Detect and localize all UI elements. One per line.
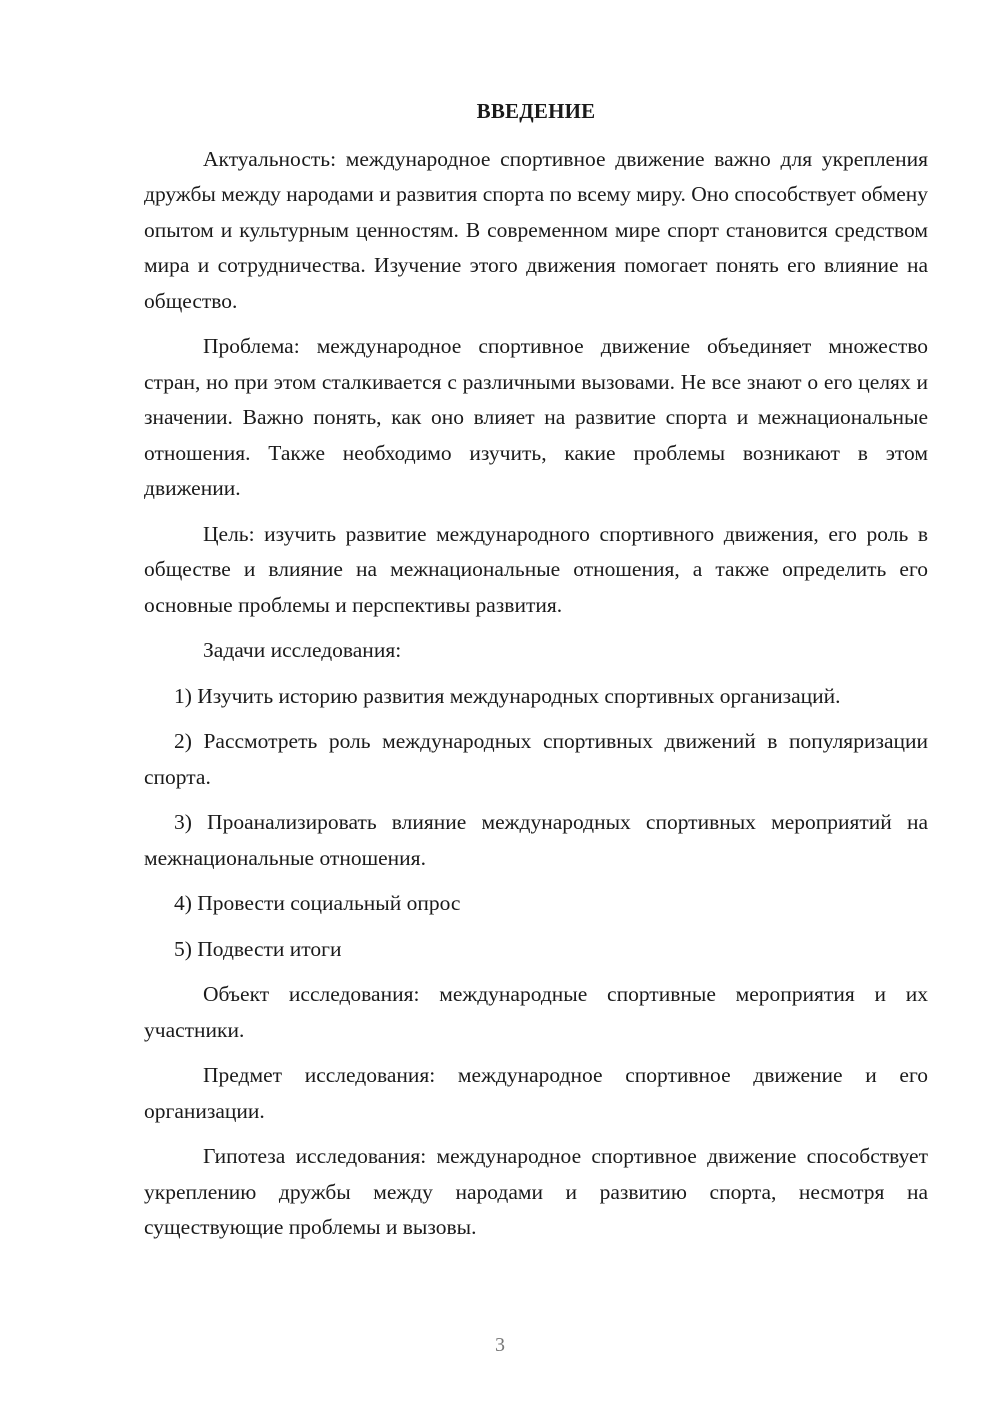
task-item: 3) Проанализировать влияние международных спортивных мероприятий на межнациональные отношения. xyxy=(144,810,928,870)
relevance-paragraph: Актуальность: международное спортивное движение важно для укрепления дружбы между народами и развития спорта по всему миру. Оно способствует обмену опытом и культурным ценностям. В современном мире спорт становится средством мира и сотрудничества. Изучение этого движения помогает понять его влияние на общество. xyxy=(144,146,928,313)
page-content xyxy=(144,94,928,1256)
task-item: 2) Рассмотреть роль международных спортивных движений в популяризации спорта. xyxy=(144,729,928,789)
subject-paragraph: Предмет исследования: международное спортивное движение и его организации. xyxy=(144,1063,928,1123)
task-item: 5) Подвести итоги xyxy=(174,936,342,961)
object-paragraph: Объект исследования: международные спортивные мероприятия и их участники. xyxy=(144,982,928,1042)
problem-paragraph: Проблема: международное спортивное движение объединяет множество стран, но при этом сталкивается с различными вызовами. Не все знают о его целях и значении. Важно понять, как оно влияет на развитие спорта и межнациональные отношения. Также необходимо изучить, какие проблемы возникают в этом движении. xyxy=(144,334,928,500)
goal-paragraph: Цель: изучить развитие международного спортивного движения, его роль в обществе и влияние на межнациональные отношения, а также определить его основные проблемы и перспективы развития. xyxy=(144,521,928,617)
task-item: 4) Провести социальный опрос xyxy=(174,891,461,915)
task-item: 1) Изучить историю развития международных спортивных организаций. xyxy=(174,683,841,708)
tasks-heading: Задачи исследования: xyxy=(203,638,402,662)
hypothesis-paragraph: Гипотеза исследования: международное спортивное движение способствует укреплению дружбы между народами и развитию спорта, несмотря на существующие проблемы и вызовы. xyxy=(144,1144,928,1239)
page-number: 3 xyxy=(495,1334,505,1356)
page-title: ВВЕДЕНИЕ xyxy=(476,99,596,123)
